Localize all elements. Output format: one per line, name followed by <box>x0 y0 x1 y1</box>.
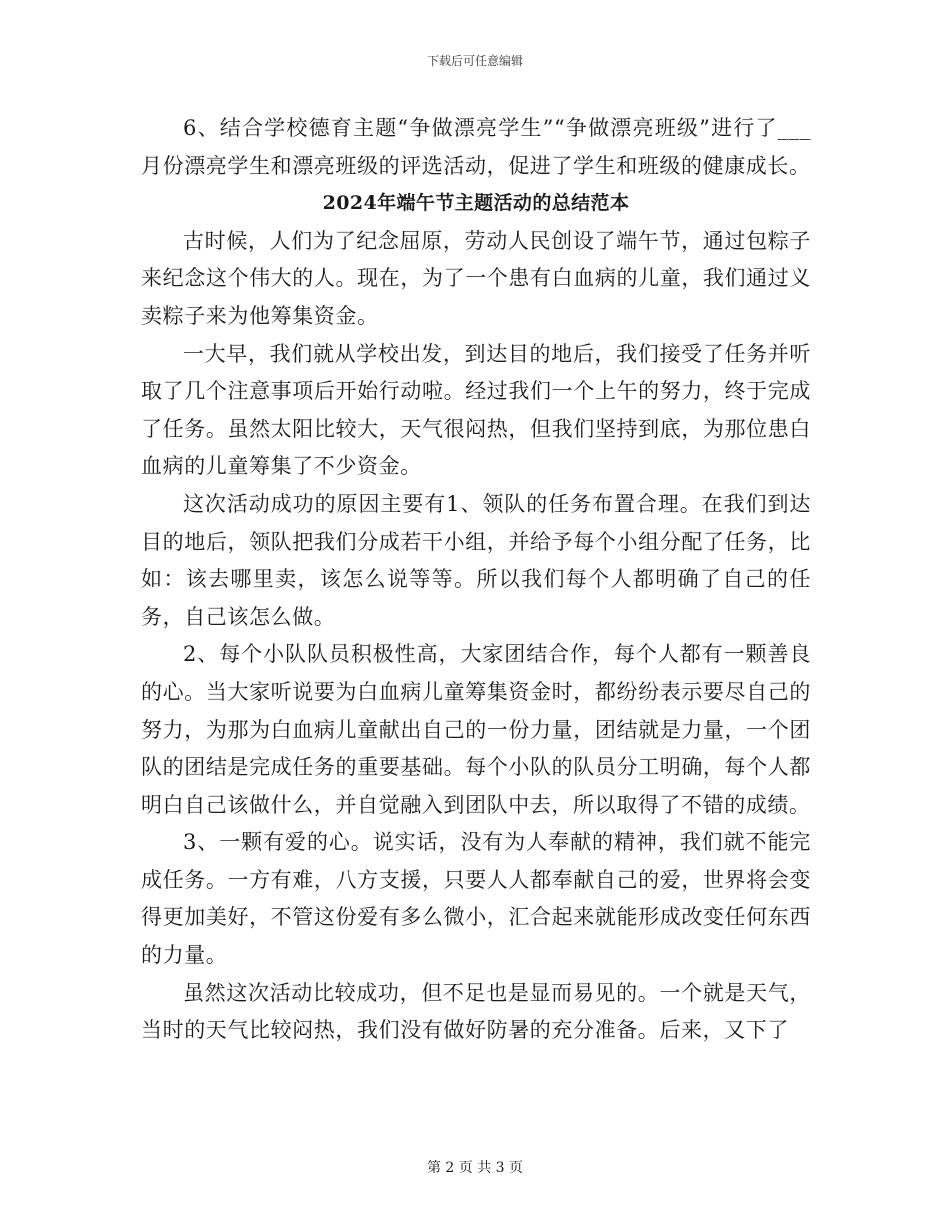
header-note: 下载后可任意编辑 <box>426 54 523 68</box>
paragraph: 2、每个小队队员积极性高，大家团结合作，每个人都有一颗善良的心。当大家听说要为白血病儿童筹集资金时，都纷纷表示要尽自己的努力，为那为白血病儿童献出自己的一份力量，团结就是力量，一个团队的团结是完成任务的重要基础。每个小队的队员分工明确，每个人都明白自己该做什么，并自觉融入到团队中去，所以取得了不错的成绩。 <box>141 642 811 817</box>
page-number: 第 2 页 共 3 页 <box>426 1160 524 1176</box>
intro-paragraph: 6、结合学校德育主题“争做漂亮学生”“争做漂亮班级”进行了___月份漂亮学生和漂亮班级的评选活动，促进了学生和班级的健康成长。 <box>141 116 811 178</box>
paragraph: 3、一颗有爱的心。说实话，没有为人奉献的精神，我们就不能完成任务。一方有难，八方支援，只要人人都奉献自己的爱，世界将会变得更加美好，不管这份爱有多么微小，汇合起来就能形成改变任何东西的力量。 <box>141 830 811 968</box>
paragraph: 古时候，人们为了纪念屈原，劳动人民创设了端午节，通过包粽子来纪念这个伟大的人。现在，为了一个患有白血病的儿童，我们通过义卖粽子来为他筹集资金。 <box>141 228 811 328</box>
paragraph: 这次活动成功的原因主要有1、领队的任务布置合理。在我们到达目的地后，领队把我们分成若干小组，并给予每个小组分配了任务，比如：该去哪里卖，该怎么说等等。所以我们每个人都明确了自己的任务，自己该怎么做。 <box>141 491 811 629</box>
document-title: 2024年端午节主题活动的总结范本 <box>322 192 630 215</box>
document-body <box>141 110 811 1050</box>
paragraph: 一大早，我们就从学校出发，到达目的地后，我们接受了任务并听取了几个注意事项后开始行动啦。经过我们一个上午的努力，终于完成了任务。虽然太阳比较大，天气很闷热，但我们坚持到底，为那位患白血病的儿童筹集了不少资金。 <box>141 341 811 479</box>
paragraph: 虽然这次活动比较成功，但不足也是显而易见的。一个就是天气，当时的天气比较闷热，我们没有做好防暑的充分准备。后来，又下了 <box>141 980 811 1043</box>
